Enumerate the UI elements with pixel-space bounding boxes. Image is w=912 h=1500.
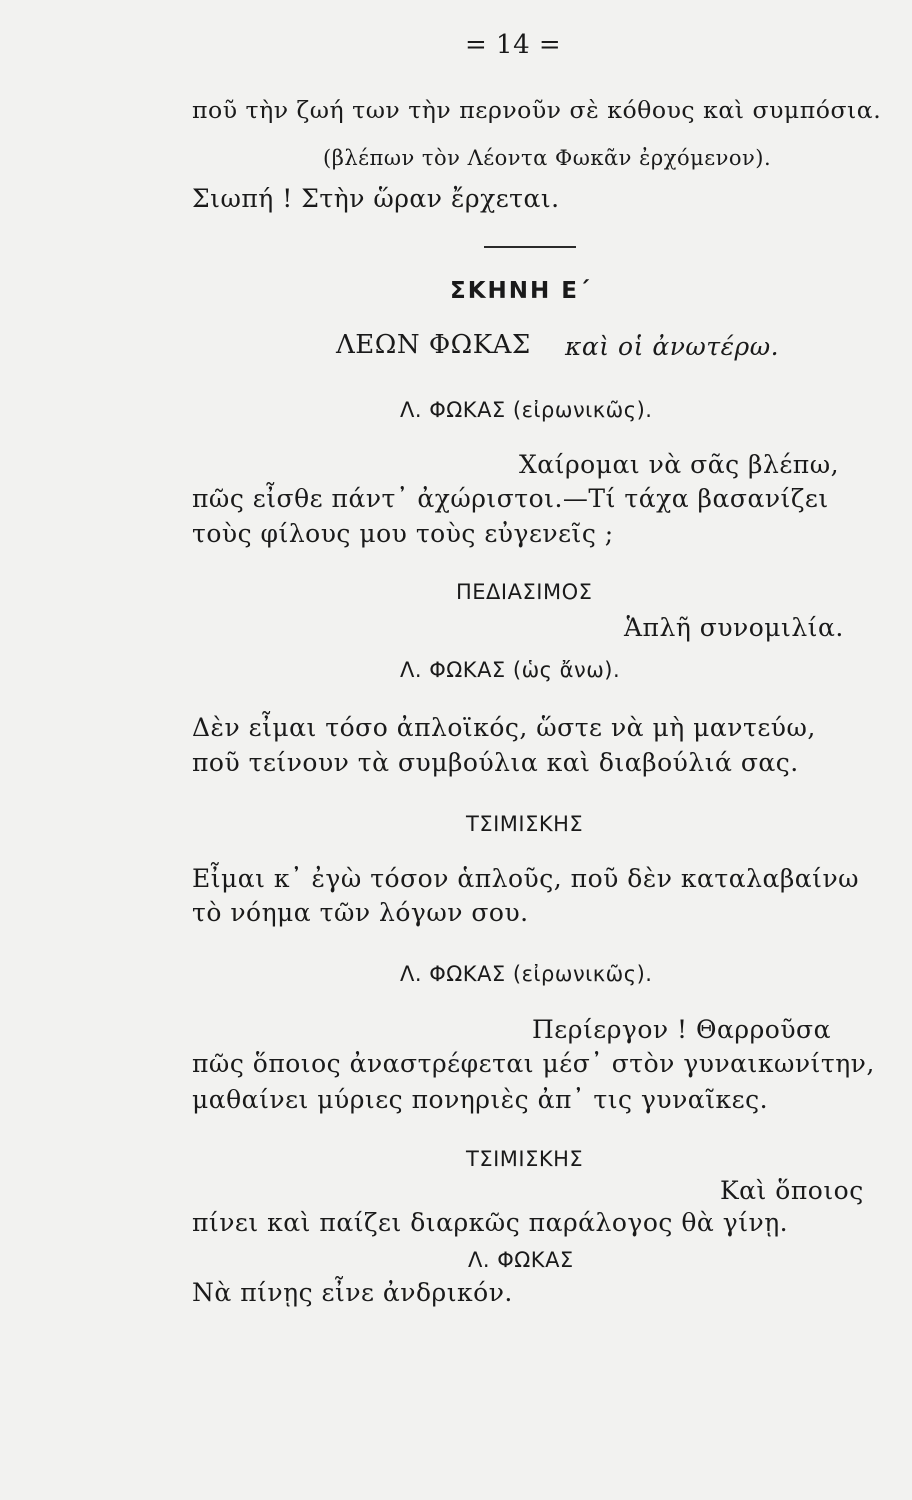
dialogue-line: ποῦ τείνουν τὰ συμβούλια καὶ διαβούλιά σας. [192,748,799,777]
dialogue-line: τοὺς φίλους μου τοὺς εὐγενεῖς ; [192,519,614,548]
dialogue-line: πίνει καὶ παίζει διαρκῶς παράλογος θὰ γίνῃ. [192,1208,789,1237]
section-divider [484,246,576,248]
dialogue-line: Σιωπή ! Στὴν ὥραν ἔρχεται. [192,184,560,213]
scene-characters-note: καὶ οἱ ἀνωτέρω. [565,332,780,361]
speaker-name: Λ. ΦΩΚΑΣ (ὡς ἄνω). [400,658,621,682]
dialogue-line: τὸ νόημα τῶν λόγων σου. [192,898,529,927]
scene-title: ΣΚΗΝΗ Ε΄ [450,278,592,304]
dialogue-line: Περίεργον ! Θαρροῦσα [532,1015,832,1044]
dialogue-line: πῶς εἶσθε πάντ᾿ ἀχώριστοι.—Τί τάχα βασανίζει [192,484,829,513]
speaker-name: Λ. ΦΩΚΑΣ (εἰρωνικῶς). [400,962,653,986]
stage-direction: (βλέπων τὸν Λέοντα Φωκᾶν ἐρχόμενον). [323,146,772,170]
dialogue-line: Καὶ ὅποιος [720,1176,864,1205]
scene-characters: ΛΕΩΝ ΦΩΚΑΣ [336,330,531,360]
dialogue-line: ποῦ τὴν ζωή των τὴν περνοῦν σὲ κόθους καὶ συμπόσια. [192,96,882,124]
speaker-name: ΤΣΙΜΙΣΚΗΣ [466,1147,584,1171]
dialogue-line: μαθαίνει μύριες πονηριὲς ἀπ᾿ τις γυναῖκες. [192,1085,769,1114]
dialogue-line: πῶς ὅποιος ἀναστρέφεται μέσ᾿ στὸν γυναικωνίτην, [192,1049,875,1078]
dialogue-line: Εἶμαι κ᾿ ἐγὼ τόσον ἁπλοῦς, ποῦ δὲν καταλαβαίνω [192,864,860,893]
dialogue-line: Δὲν εἶμαι τόσο ἀπλοϊκός, ὥστε νὰ μὴ μαντεύω, [192,713,816,742]
speaker-name: ΠΕΔΙΑΣΙΜΟΣ [456,580,593,604]
dialogue-line: Νὰ πίνῃς εἶνε ἀνδρικόν. [192,1278,513,1307]
speaker-name: Λ. ΦΩΚΑΣ (εἰρωνικῶς). [400,398,653,422]
dialogue-line: Ἁπλῆ συνομιλία. [624,613,844,642]
dialogue-line: Χαίρομαι νὰ σᾶς βλέπω, [519,450,840,479]
page-number: = 14 = [465,30,562,60]
speaker-name: Λ. ΦΩΚΑΣ [468,1248,574,1272]
speaker-name: ΤΣΙΜΙΣΚΗΣ [466,812,584,836]
